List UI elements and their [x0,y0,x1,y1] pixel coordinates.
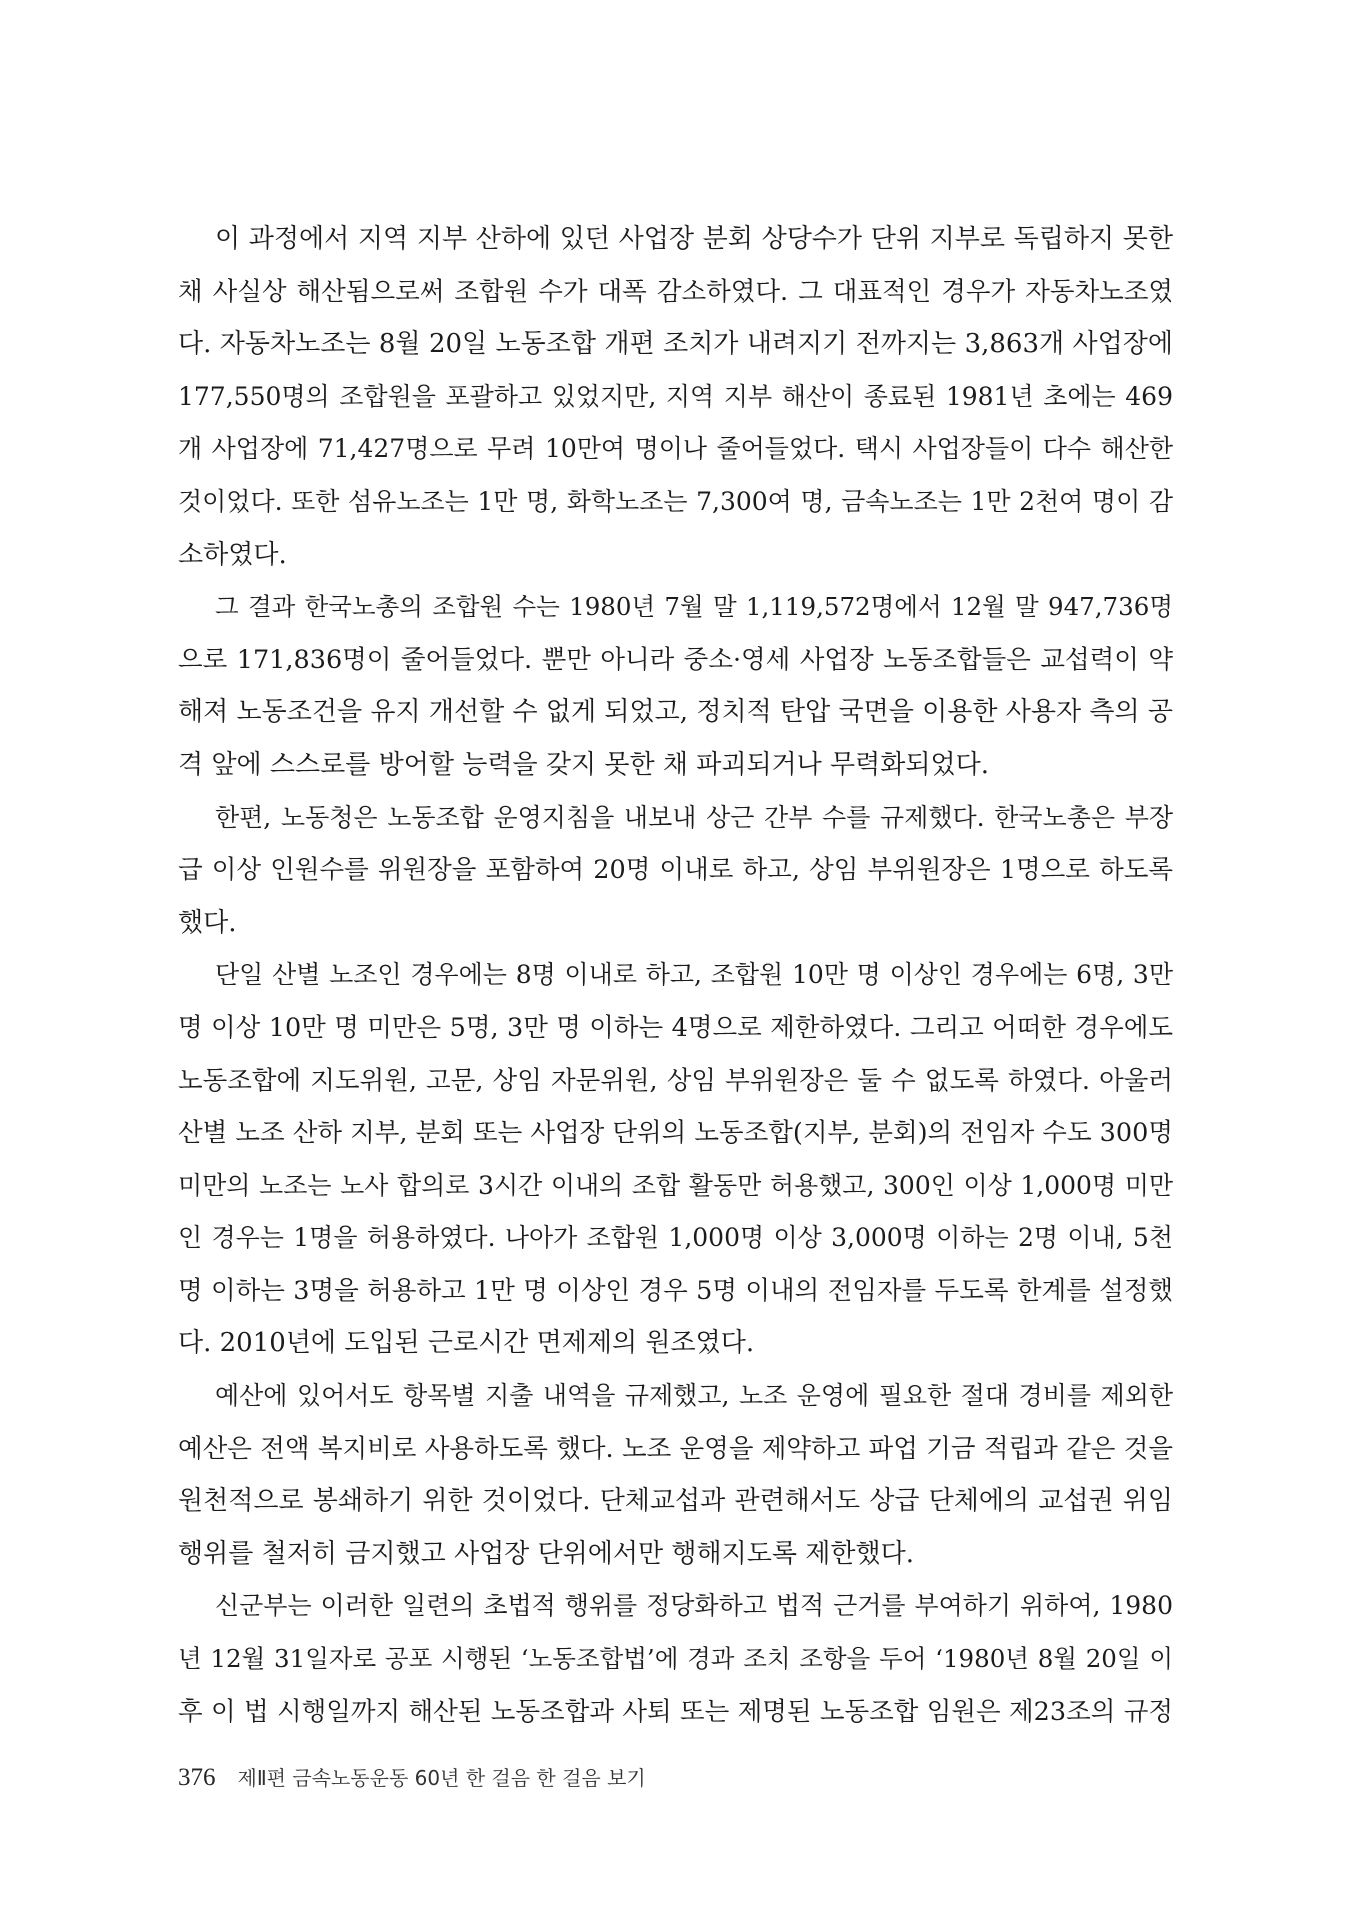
text-line: 으로 171,836명이 줄어들었다. 뿐만 아니라 중소·영세 사업장 노동조합들은 교섭력이 약 [178,644,1173,675]
page-footer [178,1762,646,1794]
text-line: 산별 노조 산하 지부, 분회 또는 사업장 단위의 노동조합(지부, 분회)의 전임자 수도 300명 [178,1118,1173,1149]
body-text [178,213,1173,1738]
text-line: 해져 노동조건을 유지 개선할 수 없게 되었고, 정치적 탄압 국면을 이용한 사용자 측의 공 [178,697,1173,728]
text-line: 다. 2010년에 도입된 근로시간 면제제의 원조였다. [178,1328,755,1359]
paragraph [178,949,1173,1370]
text-line: 미만의 노조는 노사 합의로 3시간 이내의 조합 활동만 허용했고, 300인 이상 1,000명 미만 [178,1170,1173,1200]
text-line: 명 이상 10만 명 미만은 5명, 3만 명 이하는 4명으로 제한하였다. 그리고 어떠한 경우에도 [178,1012,1173,1043]
text-line: 개 사업장에 71,427명으로 무려 10만여 명이나 줄어들었다. 택시 사업장들이 다수 해산한 [178,434,1173,464]
text-line: 후 이 법 시행일까지 해산된 노동조합과 사퇴 또는 제명된 노동조합 임원은 제23조의 규정 [178,1696,1173,1727]
text-line: 인 경우는 1명을 허용하였다. 나아가 조합원 1,000명 이상 3,000명 이하는 2명 이내, 5천 [178,1223,1173,1253]
text-line: 채 사실상 해산됨으로써 조합원 수가 대폭 감소하였다. 그 대표적인 경우가 자동차노조였 [178,276,1173,307]
text-line: 행위를 철저히 금지했고 사업장 단위에서만 행해지도록 제한했다. [178,1538,914,1569]
text-line: 예산에 있어서도 항목별 지출 내역을 규제했고, 노조 운영에 필요한 절대 경비를 제외한 [215,1381,1173,1411]
text-line: 177,550명의 조합원을 포괄하고 있었지만, 지역 지부 해산이 종료된 1981년 초에는 469 [178,381,1173,411]
text-line: 그 결과 한국노총의 조합원 수는 1980년 7월 말 1,119,572명에서 12월 말 947,736명 [215,592,1173,622]
text-line: 이 과정에서 지역 지부 산하에 있던 사업장 분회 상당수가 단위 지부로 독립하지 못한 [215,224,1173,254]
paragraph [178,1580,1173,1738]
text-line: 예산은 전액 복지비로 사용하도록 했다. 노조 운영을 제약하고 파업 기금 적립과 같은 것을 [178,1433,1173,1464]
text-line: 것이었다. 또한 섬유노조는 1만 명, 화학노조는 7,300여 명, 금속노조는 1만 2천여 명이 감 [178,486,1173,516]
text-line: 단일 산별 노조인 경우에는 8명 이내로 하고, 조합원 10만 명 이상인 경우에는 6명, 3만 [215,960,1173,990]
text-line: 격 앞에 스스로를 방어할 능력을 갖지 못한 채 파괴되거나 무력화되었다. [178,749,990,780]
text-line: 년 12월 31일자로 공포 시행된 ‘노동조합법’에 경과 조치 조항을 두어 ‘1980년 8월 20일 이 [178,1644,1173,1674]
running-title: 제Ⅱ편 금속노동운동 60년 한 걸음 한 걸음 보기 [237,1766,646,1790]
text-line: 명 이하는 3명을 허용하고 1만 명 이상인 경우 5명 이내의 전임자를 두도록 한계를 설정했 [178,1275,1173,1306]
text-line: 노동조합에 지도위원, 고문, 상임 자문위원, 상임 부위원장은 둘 수 없도록 하였다. 아울러 [178,1065,1173,1096]
paragraph [178,581,1173,791]
page-number: 376 [178,1764,216,1791]
paragraph [178,792,1173,950]
text-line: 소하였다. [178,539,287,570]
text-line: 급 이상 인원수를 위원장을 포함하여 20명 이내로 하고, 상임 부위원장은 1명으로 하도록 [178,855,1173,886]
text-line: 한편, 노동청은 노동조합 운영지침을 내보내 상근 간부 수를 규제했다. 한국노총은 부장 [215,802,1173,832]
paragraph [178,1370,1173,1580]
text-line: 신군부는 이러한 일련의 초법적 행위를 정당화하고 법적 근거를 부여하기 위하여, 1980 [215,1591,1173,1621]
text-line: 원천적으로 봉쇄하기 위한 것이었다. 단체교섭과 관련해서도 상급 단체에의 교섭권 위임 [178,1486,1173,1517]
paragraph [178,213,1173,581]
text-line: 했다. [178,907,237,938]
text-line: 다. 자동차노조는 8월 20일 노동조합 개편 조치가 내려지기 전까지는 3,863개 사업장에 [178,329,1173,360]
